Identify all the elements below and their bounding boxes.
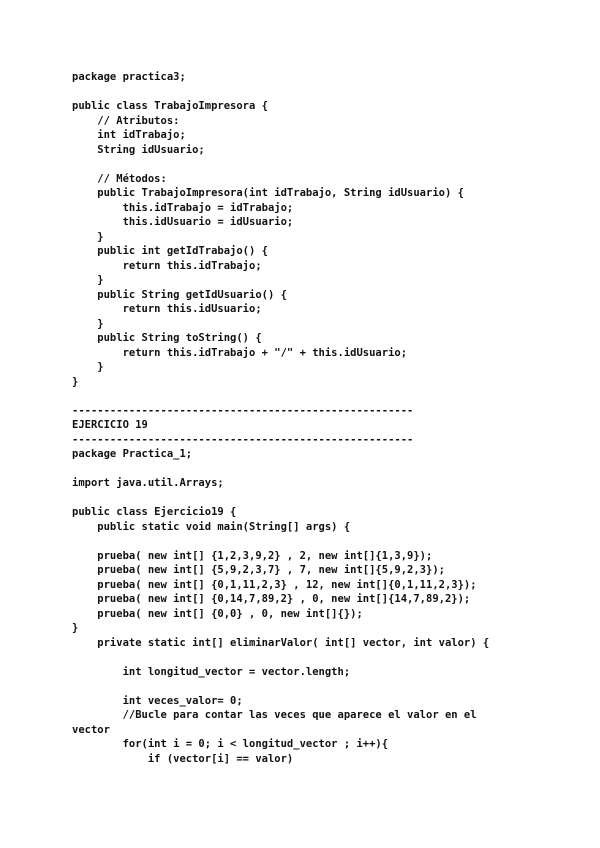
code-line: for(int i = 0; i < longitud_vector ; i++){ <box>72 738 389 750</box>
code-line <box>72 157 572 172</box>
code-listing <box>72 70 572 766</box>
code-line: prueba( new int[] {0,0} , 0, new int[]{}); <box>72 607 363 620</box>
code-line <box>72 650 572 665</box>
code-line: // Métodos: <box>72 172 167 185</box>
code-line: int longitud_vector = vector.length; <box>72 665 351 678</box>
code-line: public String toString() { <box>72 332 262 344</box>
code-line: } <box>72 375 79 388</box>
code-line <box>72 389 572 404</box>
code-line: //Bucle para contar las veces que aparece el valor en el <box>72 709 477 721</box>
code-line: public static void main(String[] args) { <box>72 520 351 533</box>
code-line: // Atributos: <box>72 114 180 127</box>
code-line: prueba( new int[] {0,1,11,2,3} , 12, new int[]{0,1,11,2,3}); <box>72 578 477 591</box>
code-line: } <box>72 622 79 634</box>
code-line: int idTrabajo; <box>72 129 186 141</box>
code-line <box>72 534 572 549</box>
code-line <box>72 491 572 506</box>
code-line: this.idTrabajo = idTrabajo; <box>72 201 294 214</box>
code-line: public String getIdUsuario() { <box>72 288 287 301</box>
code-line: prueba( new int[] {5,9,2,3,7} , 7, new int[]{5,9,2,3}); <box>72 564 445 576</box>
code-line: return this.idTrabajo + "/" + this.idUsuario; <box>72 346 408 359</box>
section-heading: EJERCICIO 19 <box>72 419 148 431</box>
code-line: return this.idTrabajo; <box>72 259 262 272</box>
code-line: public class TrabajoImpresora { <box>72 100 268 112</box>
code-line: prueba( new int[] {1,2,3,9,2} , 2, new int[]{1,3,9}); <box>72 549 433 562</box>
code-line: public class Ejercicio19 { <box>72 506 237 518</box>
code-line: } <box>72 274 104 286</box>
code-line: vector <box>72 723 110 736</box>
code-line: package practica3; <box>72 71 186 83</box>
code-line <box>72 462 572 477</box>
code-line: } <box>72 361 104 373</box>
code-line: package Practica_1; <box>72 448 193 460</box>
code-line: return this.idUsuario; <box>72 303 262 315</box>
code-line: if (vector[i] == valor) <box>72 752 294 765</box>
code-line: String idUsuario; <box>72 143 205 156</box>
code-line: } <box>72 230 104 243</box>
separator-line: ------------------------------------------------------ <box>72 404 414 417</box>
code-line: } <box>72 317 104 330</box>
code-line <box>72 679 572 694</box>
code-line: prueba( new int[] {0,14,7,89,2} , 0, new int[]{14,7,89,2}); <box>72 593 471 605</box>
separator-line: ------------------------------------------------------ <box>72 433 414 446</box>
code-line: public int getIdTrabajo() { <box>72 245 268 257</box>
code-line: private static int[] eliminarValor( int[] vector, int valor) { <box>72 636 490 649</box>
code-line: int veces_valor= 0; <box>72 694 243 707</box>
code-line: this.idUsuario = idUsuario; <box>72 216 294 228</box>
code-line: public TrabajoImpresora(int idTrabajo, String idUsuario) { <box>72 187 464 199</box>
code-line <box>72 85 572 100</box>
code-line: import java.util.Arrays; <box>72 477 224 489</box>
